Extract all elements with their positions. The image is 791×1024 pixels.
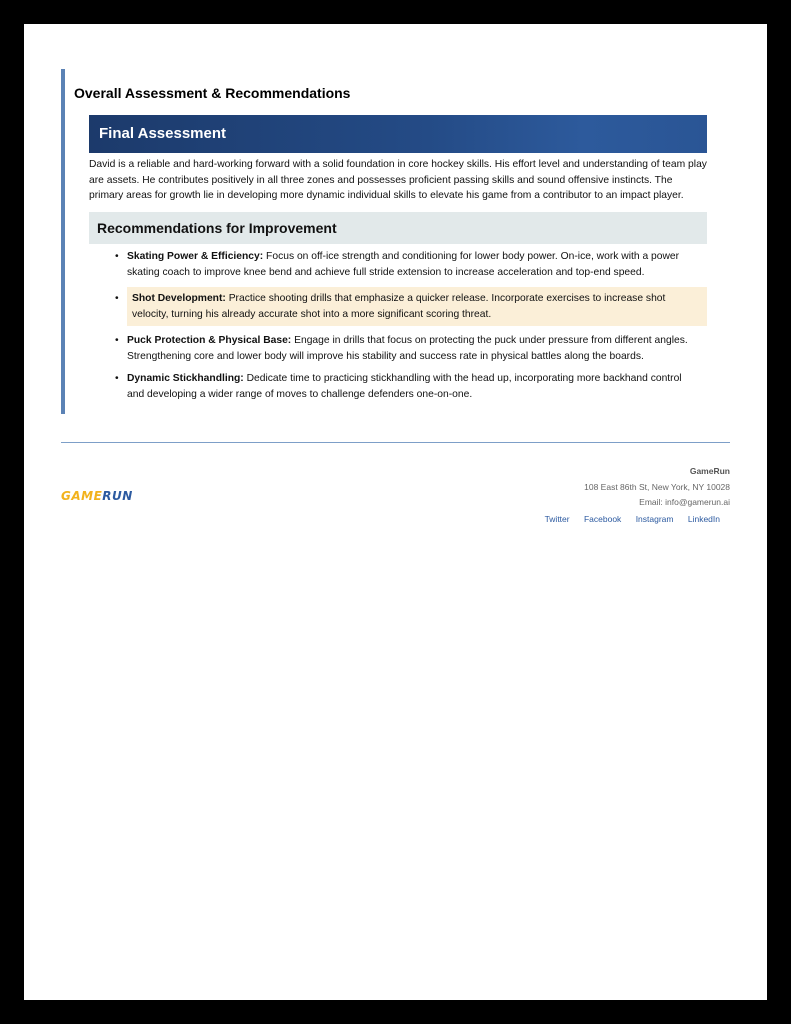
recommendation-item — [89, 249, 707, 280]
logo-part-run: RUN — [102, 489, 133, 503]
bullet-icon: • — [115, 293, 119, 304]
recommendations-heading: Recommendations for Improvement — [97, 220, 337, 236]
recommendation-item — [89, 371, 707, 402]
section-title: Overall Assessment & Recommendations — [74, 85, 351, 101]
recommendation-text: Focus on off-ice strength and conditioning for lower body power. On-ice, work with a power skating coach to improve knee bend and achieve full stride extension to increase acceleration and top-end speed. — [127, 251, 680, 278]
linkedin-link[interactable]: LinkedIn — [687, 514, 720, 524]
recommendation-item — [89, 333, 707, 364]
recommendation-title: Shot Development: — [132, 293, 226, 304]
final-assessment-text: David is a reliable and hard-working forward with a solid foundation in core hockey skills. His effort level and understanding of team play are assets. He contributes positively in all three zones and possesses proficient passing skills and sound offensive instincts. The primary areas for growth lie in developing more dynamic individual skills to elevate his game from a contributor to an impact player. — [89, 159, 707, 201]
recommendation-text: Dedicate time to practicing stickhandling with the head up, incorporating more backhand control and developing a wider range of moves to challenge defenders one-on-one. — [127, 373, 682, 400]
recommendation-text: Engage in drills that focus on protecting the puck under pressure from different angles. Strengthening core and lower body will improve his stability and success rate in physical battles along the boards. — [127, 335, 688, 362]
recommendation-title: Puck Protection & Physical Base: — [127, 335, 292, 346]
facebook-link[interactable]: Facebook — [583, 514, 622, 524]
footer-divider — [61, 442, 730, 443]
final-assessment-banner — [89, 115, 707, 153]
gamerun-logo — [61, 489, 133, 503]
company-address: 108 East 86th St, New York, NY 10028 — [584, 481, 730, 492]
recommendation-text: Practice shooting drills that emphasize a quicker release. Incorporate exercises to increase shot velocity, turning his already accurate shot into a more significant scoring threat. — [132, 293, 666, 320]
company-email[interactable]: Email: info@gamerun.ai — [639, 497, 730, 507]
recommendation-item-highlighted — [115, 287, 707, 326]
social-links — [533, 514, 720, 524]
instagram-link[interactable]: Instagram — [635, 514, 674, 524]
final-assessment-heading: Final Assessment — [99, 125, 226, 142]
company-name: GameRun — [689, 466, 730, 476]
bullet-icon: • — [115, 373, 119, 384]
contact-info — [584, 464, 730, 511]
bullet-icon: • — [115, 251, 119, 262]
recommendation-title: Skating Power & Efficiency: — [127, 251, 264, 262]
recommendations-header — [89, 212, 707, 244]
recommendation-title: Dynamic Stickhandling: — [127, 373, 244, 384]
twitter-link[interactable]: Twitter — [544, 514, 570, 524]
bullet-icon: • — [115, 335, 119, 346]
logo-part-game: GAME — [61, 489, 103, 503]
recommendations-list — [89, 249, 707, 409]
assessment-section — [61, 69, 715, 414]
report-page — [24, 24, 767, 1000]
